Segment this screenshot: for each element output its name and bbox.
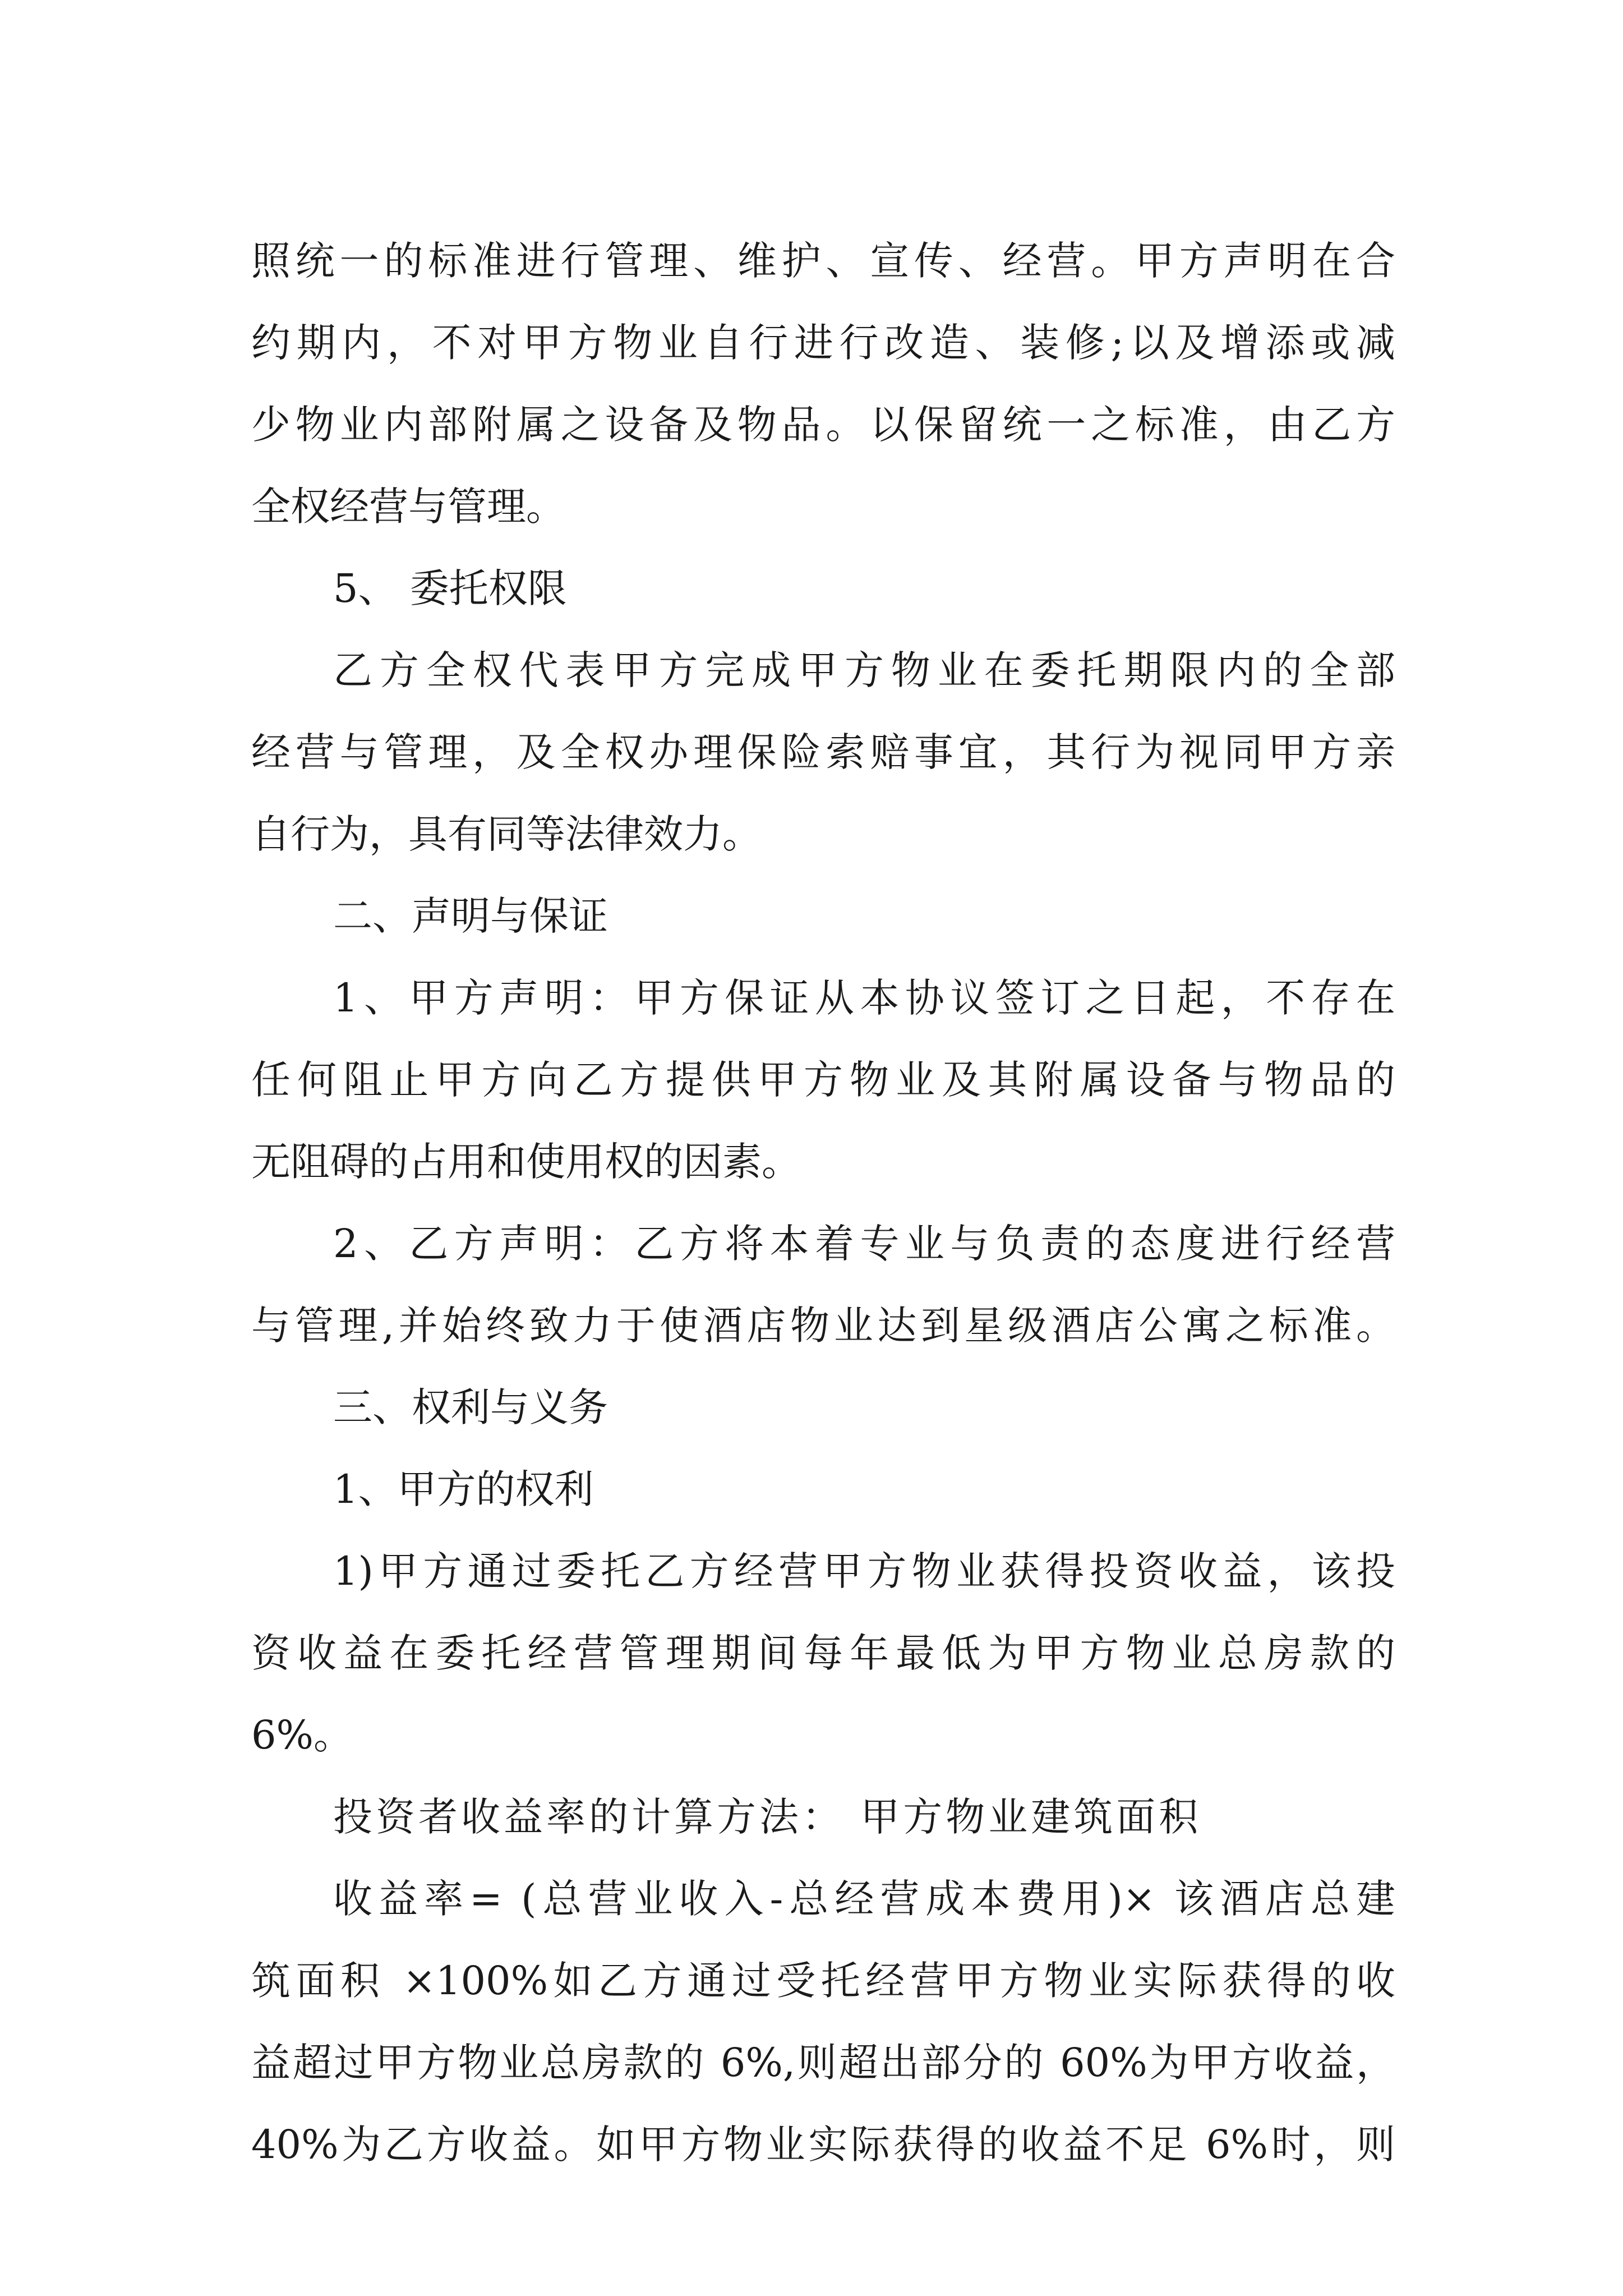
text-line: 1、甲方声明：甲方保证从本协议签订之日起，不存在 <box>333 975 1395 1021</box>
section-heading: 三、权利与义务 <box>333 1384 608 1430</box>
section-heading: 二、声明与保证 <box>333 893 608 939</box>
text-line: 2、乙方声明：乙方将本着专业与负责的态度进行经营 <box>333 1221 1395 1267</box>
text-line: 乙方全权代表甲方完成甲方物业在委托期限内的全部 <box>333 647 1395 693</box>
text-line: 经营与管理，及全权办理保险索赔事宜，其行为视同甲方亲 <box>251 729 1395 775</box>
text-line: 与管理,并始终致力于使酒店物业达到星级酒店公寓之标准。 <box>251 1303 1395 1349</box>
text-line: 任何阻止甲方向乙方提供甲方物业及其附属设备与物品的 <box>251 1057 1395 1103</box>
text-line: 40%为乙方收益。如甲方物业实际获得的收益不足 6%时，则 <box>251 2122 1395 2168</box>
text-line: 6%。 <box>251 1712 353 1758</box>
subsection-heading: 1、甲方的权利 <box>333 1466 594 1512</box>
text-line: 全权经营与管理。 <box>251 484 565 530</box>
text-line: 资收益在委托经营管理期间每年最低为甲方物业总房款的 <box>251 1630 1395 1676</box>
text-line: 自行为，具有同等法律效力。 <box>251 811 762 857</box>
text-line: 1)甲方通过委托乙方经营甲方物业获得投资收益，该投 <box>333 1548 1395 1594</box>
text-line: 无阻碍的占用和使用权的因素。 <box>251 1139 801 1185</box>
formula-line: 收益率= (总营业收入-总经营成本费用)× 该酒店总建 <box>333 1876 1395 1922</box>
text-line: 少物业内部附属之设备及物品。以保留统一之标准，由乙方 <box>251 402 1395 448</box>
text-line: 益超过甲方物业总房款的 6%,则超出部分的 60%为甲方收益， <box>251 2040 1395 2086</box>
document-body <box>251 220 1395 2185</box>
text-line: 投资者收益率的计算方法： 甲方物业建筑面积 <box>333 1794 1202 1840</box>
text-line: 筑面积 ×100%如乙方通过受托经营甲方物业实际获得的收 <box>251 1958 1395 2004</box>
text-line: 约期内，不对甲方物业自行进行改造、装修;以及增添或减 <box>251 320 1395 366</box>
text-line: 照统一的标准进行管理、维护、宣传、经营。甲方声明在合 <box>251 238 1395 284</box>
section-heading: 5、 委托权限 <box>333 565 567 611</box>
